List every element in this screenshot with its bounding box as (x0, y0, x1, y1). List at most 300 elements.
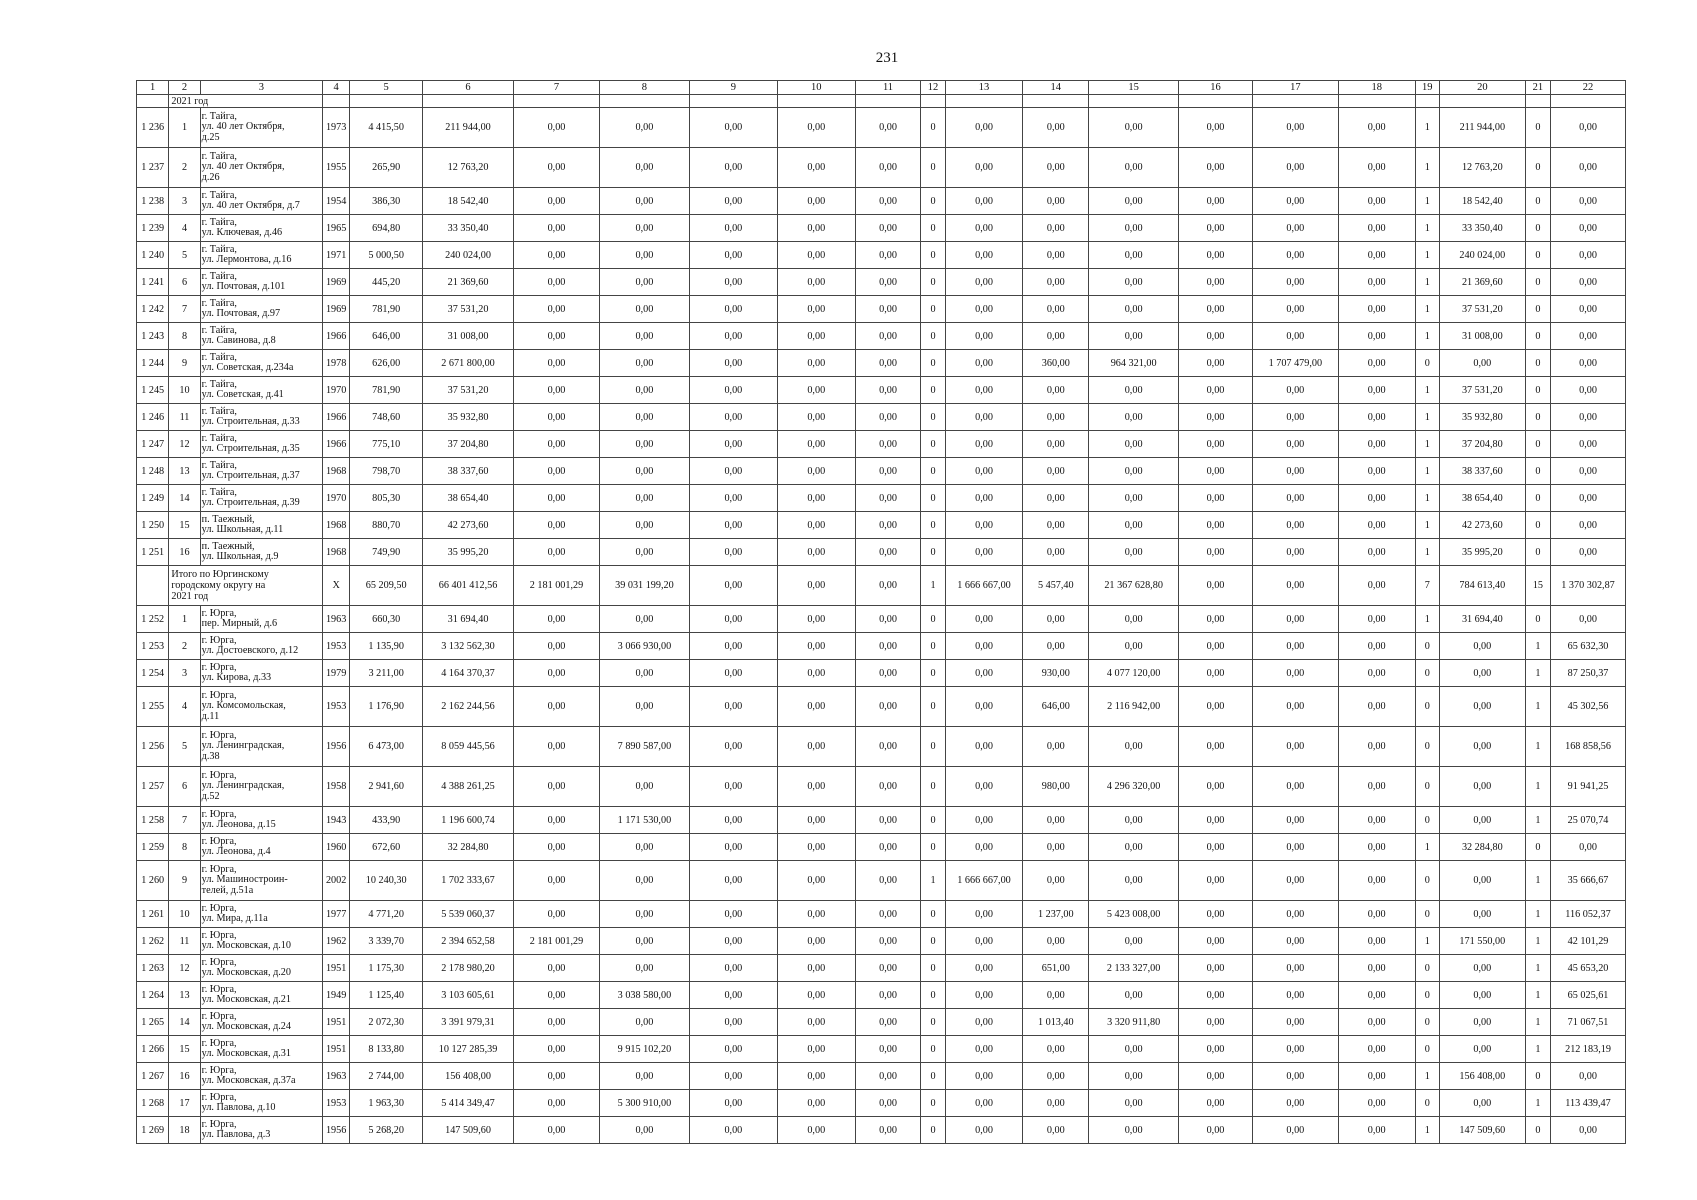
table-cell: 12 763,20 (1439, 148, 1525, 188)
table-cell: 0 (921, 982, 945, 1009)
table-cell: 0,00 (1089, 1063, 1179, 1090)
table-cell: 0,00 (1089, 633, 1179, 660)
table-row (137, 296, 1626, 323)
table-cell: 240 024,00 (423, 242, 514, 269)
table-cell: 1 (1415, 242, 1439, 269)
table-cell: 0,00 (945, 350, 1023, 377)
table-cell: 0,00 (599, 512, 689, 539)
table-cell: 1953 (322, 687, 349, 727)
table-cell: 0,00 (689, 323, 777, 350)
table-cell: 4 415,50 (350, 108, 423, 148)
table-row (137, 955, 1626, 982)
table-cell: 0,00 (1023, 431, 1089, 458)
table-cell: 1 251 (137, 539, 169, 566)
table-cell: 0,00 (777, 188, 855, 215)
table-cell: 3 038 580,00 (599, 982, 689, 1009)
table-cell: 0,00 (1252, 928, 1338, 955)
table-cell: 1 (1415, 404, 1439, 431)
table-cell: 0,00 (1252, 269, 1338, 296)
column-number-header: 13 (945, 81, 1023, 95)
table-cell: 10 (169, 377, 200, 404)
table-cell: 1 260 (137, 861, 169, 901)
table-cell: 1 237,00 (1023, 901, 1089, 928)
table-cell: 0,00 (1439, 1009, 1525, 1036)
table-cell: 0,00 (855, 901, 921, 928)
table-cell: 91 941,25 (1551, 767, 1626, 807)
table-body (137, 81, 1626, 1144)
table-cell: 0,00 (1439, 1036, 1525, 1063)
column-number-header: 10 (777, 81, 855, 95)
table-row (137, 377, 1626, 404)
table-cell: 21 367 628,80 (1089, 566, 1179, 606)
table-cell: 15 (1525, 566, 1550, 606)
address-cell: г. Юрга, ул. Павлова, д.3 (200, 1117, 322, 1144)
table-cell: 5 423 008,00 (1089, 901, 1179, 928)
table-cell: 0,00 (1338, 982, 1415, 1009)
table-cell: 1 (1415, 1117, 1439, 1144)
address-cell: г. Тайга, ул. Лермонтова, д.16 (200, 242, 322, 269)
table-cell: 147 509,60 (423, 1117, 514, 1144)
table-cell: 0,00 (599, 767, 689, 807)
table-cell: 1960 (322, 834, 349, 861)
table-cell: 1 196 600,74 (423, 807, 514, 834)
table-cell: 0,00 (1338, 108, 1415, 148)
table-cell: 0,00 (1089, 485, 1179, 512)
table-cell: 0,00 (777, 1009, 855, 1036)
table-cell: 1 (1525, 633, 1550, 660)
table-cell: 0 (921, 1063, 945, 1090)
table-cell: 0,00 (514, 296, 600, 323)
table-cell: 0 (1525, 215, 1550, 242)
table-cell: 0,00 (777, 606, 855, 633)
table-cell: 0,00 (1551, 1063, 1626, 1090)
table-cell: 0 (921, 188, 945, 215)
table-cell: 0,00 (689, 1036, 777, 1063)
address-cell: г. Тайга, ул. Строительная, д.33 (200, 404, 322, 431)
table-cell: 5 457,40 (1023, 566, 1089, 606)
table-cell: 2 162 244,56 (423, 687, 514, 727)
table-cell: 0,00 (514, 323, 600, 350)
table-cell: 0 (921, 350, 945, 377)
table-cell: 0,00 (514, 955, 600, 982)
table-cell: 0,00 (1252, 633, 1338, 660)
table-cell: 0,00 (855, 1117, 921, 1144)
table-cell: 0 (921, 539, 945, 566)
address-cell: г. Юрга, ул. Московская, д.20 (200, 955, 322, 982)
table-cell: 0,00 (1252, 377, 1338, 404)
address-cell: г. Юрга, ул. Московская, д.10 (200, 928, 322, 955)
table-cell: 35 932,80 (1439, 404, 1525, 431)
table-cell: 360,00 (1023, 350, 1089, 377)
table-cell: 3 132 562,30 (423, 633, 514, 660)
table-cell: 0,00 (1252, 566, 1338, 606)
table-cell: 38 654,40 (423, 485, 514, 512)
table-cell: 65 632,30 (1551, 633, 1626, 660)
table-cell: 626,00 (350, 350, 423, 377)
table-cell: 0,00 (855, 269, 921, 296)
table-cell: 0,00 (1338, 377, 1415, 404)
table-cell: 0,00 (1338, 566, 1415, 606)
table-cell: 0,00 (599, 458, 689, 485)
table-cell: 0,00 (1252, 296, 1338, 323)
table-cell: 0,00 (945, 458, 1023, 485)
table-cell: 0,00 (1023, 485, 1089, 512)
column-number-header: 15 (1089, 81, 1179, 95)
address-cell: г. Тайга, ул. Почтовая, д.101 (200, 269, 322, 296)
table-cell: 0,00 (855, 767, 921, 807)
table-cell: 0,00 (689, 512, 777, 539)
table-cell: 445,20 (350, 269, 423, 296)
table-cell: 33 350,40 (423, 215, 514, 242)
table-cell: 1 (1525, 1036, 1550, 1063)
table-cell: 0,00 (1179, 485, 1253, 512)
table-cell: 0,00 (1338, 687, 1415, 727)
table-cell: 171 550,00 (1439, 928, 1525, 955)
table-row (137, 431, 1626, 458)
address-cell: г. Тайга, ул. Почтовая, д.97 (200, 296, 322, 323)
column-number-header: 1 (137, 81, 169, 95)
table-cell: 0,00 (1338, 727, 1415, 767)
table-cell: 0,00 (1179, 660, 1253, 687)
address-cell: п. Таежный, ул. Школьная, д.11 (200, 512, 322, 539)
table-cell: 0 (921, 1117, 945, 1144)
table-cell: 0,00 (945, 606, 1023, 633)
table-cell: 1963 (322, 606, 349, 633)
table-cell: 16 (169, 539, 200, 566)
table-cell: 0,00 (599, 606, 689, 633)
table-cell: 1 243 (137, 323, 169, 350)
table-cell: 0,00 (1179, 807, 1253, 834)
table-cell: 0,00 (1023, 512, 1089, 539)
table-row (137, 660, 1626, 687)
table-cell: 37 204,80 (423, 431, 514, 458)
table-cell: 1 (1415, 485, 1439, 512)
table-cell: 0 (921, 901, 945, 928)
table-cell: 1 (1525, 660, 1550, 687)
table-cell: 5 414 349,47 (423, 1090, 514, 1117)
table-cell: 748,60 (350, 404, 423, 431)
table-cell: 0 (1525, 512, 1550, 539)
table-cell: 1 013,40 (1023, 1009, 1089, 1036)
table-cell: 0,00 (1252, 431, 1338, 458)
table-cell: 4 388 261,25 (423, 767, 514, 807)
table-cell: 1953 (322, 1090, 349, 1117)
table-cell: 0,00 (514, 512, 600, 539)
address-cell: г. Тайга, ул. 40 лет Октября, д.26 (200, 148, 322, 188)
table-cell: 65 025,61 (1551, 982, 1626, 1009)
table-cell: 0,00 (514, 431, 600, 458)
column-number-header: 12 (921, 81, 945, 95)
table-cell: 2 941,60 (350, 767, 423, 807)
table-cell: 7 (1415, 566, 1439, 606)
table-cell: 0,00 (514, 982, 600, 1009)
table-cell: 0,00 (1338, 1036, 1415, 1063)
table-cell: 0,00 (1179, 377, 1253, 404)
table-row (137, 242, 1626, 269)
table-cell: 0,00 (514, 242, 600, 269)
table-cell: 5 300 910,00 (599, 1090, 689, 1117)
table-cell: 0,00 (689, 188, 777, 215)
table-cell: 1 (1525, 928, 1550, 955)
table-cell: 32 284,80 (1439, 834, 1525, 861)
table-cell: 0,00 (1252, 1036, 1338, 1063)
table-cell: 0,00 (945, 377, 1023, 404)
table-cell: 0,00 (945, 148, 1023, 188)
table-cell: 0,00 (689, 606, 777, 633)
table-cell: 0 (1525, 269, 1550, 296)
table-cell: 1 (1415, 323, 1439, 350)
table-cell: 0,00 (855, 485, 921, 512)
table-cell: 784 613,40 (1439, 566, 1525, 606)
table-cell: 0,00 (777, 350, 855, 377)
table-cell: 0,00 (1551, 188, 1626, 215)
table-cell: 0,00 (1338, 660, 1415, 687)
table-cell: 1 (1525, 687, 1550, 727)
table-cell: 6 473,00 (350, 727, 423, 767)
address-cell: г. Юрга, ул. Московская, д.21 (200, 982, 322, 1009)
table-cell: 0,00 (1252, 1009, 1338, 1036)
table-cell: 0 (921, 377, 945, 404)
table-cell: 0 (921, 727, 945, 767)
table-cell: 0 (1525, 1063, 1550, 1090)
table-cell: 0,00 (1179, 566, 1253, 606)
table-cell: 0,00 (514, 807, 600, 834)
table-cell: 0,00 (777, 928, 855, 955)
table-cell: 0,00 (599, 215, 689, 242)
table-cell: 0,00 (1179, 1009, 1253, 1036)
address-cell: г. Юрга, ул. Ленинградская, д.38 (200, 727, 322, 767)
table-cell: 1963 (322, 1063, 349, 1090)
table-cell: 1 259 (137, 834, 169, 861)
table-cell: 0 (1415, 901, 1439, 928)
table-cell: 0,00 (777, 539, 855, 566)
table-cell: 0,00 (1551, 458, 1626, 485)
table-cell: Х (322, 566, 349, 606)
table-cell: 1 (1525, 767, 1550, 807)
table-cell: 0,00 (599, 1117, 689, 1144)
table-cell: 1965 (322, 215, 349, 242)
table-cell: 0,00 (689, 834, 777, 861)
table-cell: 0,00 (689, 377, 777, 404)
table-cell: 0,00 (1179, 539, 1253, 566)
table-cell: 7 (169, 296, 200, 323)
table-cell: 781,90 (350, 296, 423, 323)
table-cell: 265,90 (350, 148, 423, 188)
table-cell: 930,00 (1023, 660, 1089, 687)
table-cell: 1 (1525, 901, 1550, 928)
table-cell: 0,00 (1439, 955, 1525, 982)
table-cell: 5 000,50 (350, 242, 423, 269)
table-cell: 0,00 (1338, 928, 1415, 955)
table-cell: 1 (1525, 1090, 1550, 1117)
table-cell: 0,00 (1439, 861, 1525, 901)
table-cell: 0,00 (689, 296, 777, 323)
table-cell: 0,00 (1439, 982, 1525, 1009)
table-cell: 0,00 (599, 1009, 689, 1036)
table-cell: 1 707 479,00 (1252, 350, 1338, 377)
table-cell: 1 135,90 (350, 633, 423, 660)
table-cell: 1 244 (137, 350, 169, 377)
table-cell: 0,00 (855, 1090, 921, 1117)
table-cell: 0,00 (855, 323, 921, 350)
housing-table (136, 80, 1626, 1144)
table-cell: 0,00 (1089, 982, 1179, 1009)
table-cell: 0,00 (777, 404, 855, 431)
table-cell: 1970 (322, 377, 349, 404)
table-cell: 0,00 (777, 377, 855, 404)
table-cell: 0,00 (1023, 606, 1089, 633)
table-cell: 4 (169, 687, 200, 727)
table-cell: 0,00 (1179, 633, 1253, 660)
column-number-header: 8 (599, 81, 689, 95)
table-cell: 775,10 (350, 431, 423, 458)
table-cell: 0,00 (1023, 296, 1089, 323)
table-cell: 0 (1525, 458, 1550, 485)
table-cell: 0,00 (1439, 687, 1525, 727)
table-cell: 0,00 (777, 807, 855, 834)
address-cell: г. Юрга, ул. Машиностроин- телей, д.51а (200, 861, 322, 901)
table-cell: 0 (921, 296, 945, 323)
table-cell: 0,00 (1023, 1063, 1089, 1090)
table-cell: 1 (1415, 215, 1439, 242)
table-cell: 0,00 (1023, 1036, 1089, 1063)
table-cell: 0,00 (777, 1036, 855, 1063)
table-row (137, 982, 1626, 1009)
table-cell: 0,00 (514, 834, 600, 861)
table-row (137, 834, 1626, 861)
table-cell: 0,00 (514, 269, 600, 296)
table-cell: 0,00 (1089, 242, 1179, 269)
table-cell: 2 133 327,00 (1089, 955, 1179, 982)
table-cell: 0,00 (1252, 1117, 1338, 1144)
table-cell: 0,00 (945, 431, 1023, 458)
table-cell: 0,00 (1338, 807, 1415, 834)
table-cell: 1 (169, 108, 200, 148)
table-cell: 0,00 (1179, 928, 1253, 955)
table-cell: 980,00 (1023, 767, 1089, 807)
table-cell: 964 321,00 (1089, 350, 1179, 377)
table-cell: 4 296 320,00 (1089, 767, 1179, 807)
table-cell: 0,00 (1252, 807, 1338, 834)
table-cell: 0,00 (1179, 242, 1253, 269)
table-cell: 0,00 (1551, 242, 1626, 269)
table-cell: 0,00 (599, 404, 689, 431)
table-cell: 0,00 (1439, 660, 1525, 687)
table-cell: 0,00 (1338, 1117, 1415, 1144)
table-cell: 0 (921, 807, 945, 834)
table-cell: 0,00 (1023, 108, 1089, 148)
table-cell: 0 (921, 687, 945, 727)
table-cell: 0,00 (1089, 727, 1179, 767)
table-cell: 1966 (322, 431, 349, 458)
table-cell: 0,00 (1338, 148, 1415, 188)
table-cell: 0,00 (1252, 108, 1338, 148)
table-cell: 0,00 (1089, 539, 1179, 566)
table-cell: 0,00 (1179, 1117, 1253, 1144)
address-cell: г. Тайга, ул. 40 лет Октября, д.7 (200, 188, 322, 215)
table-cell: 0,00 (1439, 727, 1525, 767)
table-cell: 1 256 (137, 727, 169, 767)
table-cell: 0,00 (599, 323, 689, 350)
table-cell: 0,00 (514, 660, 600, 687)
table-cell: 0,00 (777, 1090, 855, 1117)
table-cell: 1 245 (137, 377, 169, 404)
table-cell: 0,00 (1179, 350, 1253, 377)
address-cell: г. Тайга, ул. Советская, д.234а (200, 350, 322, 377)
table-cell: 0,00 (777, 485, 855, 512)
table-cell: 1943 (322, 807, 349, 834)
table-cell: 0,00 (1089, 458, 1179, 485)
table-cell: 4 077 120,00 (1089, 660, 1179, 687)
table-cell: 0,00 (1551, 323, 1626, 350)
table-row (137, 188, 1626, 215)
table-cell: 0,00 (514, 539, 600, 566)
table-row (137, 1063, 1626, 1090)
table-cell: 1 (1415, 108, 1439, 148)
table-cell: 0,00 (945, 660, 1023, 687)
table-cell: 0,00 (1338, 188, 1415, 215)
table-cell: 0,00 (689, 148, 777, 188)
table-cell: 0,00 (689, 108, 777, 148)
table-cell: 0,00 (1252, 512, 1338, 539)
table-cell: 42 101,29 (1551, 928, 1626, 955)
page-number: 231 (875, 50, 899, 66)
table-cell (137, 566, 169, 606)
address-cell: г. Юрга, ул. Московская, д.31 (200, 1036, 322, 1063)
table-cell: 0,00 (855, 834, 921, 861)
table-cell: 1966 (322, 323, 349, 350)
table-cell: 0,00 (689, 660, 777, 687)
table-cell: 25 070,74 (1551, 807, 1626, 834)
table-cell: 1 262 (137, 928, 169, 955)
table-cell: 0,00 (945, 1063, 1023, 1090)
table-cell: 0,00 (1338, 606, 1415, 633)
table-cell: 45 302,56 (1551, 687, 1626, 727)
table-cell: 0,00 (1338, 512, 1415, 539)
table-cell: 0,00 (1089, 512, 1179, 539)
table-cell: 0,00 (1179, 108, 1253, 148)
address-cell: г. Юрга, ул. Леонова, д.4 (200, 834, 322, 861)
table-cell: 0,00 (945, 767, 1023, 807)
table-cell: 2 394 652,58 (423, 928, 514, 955)
column-number-header: 11 (855, 81, 921, 95)
table-cell: 0,00 (514, 404, 600, 431)
table-cell: 10 (169, 901, 200, 928)
table-row (137, 606, 1626, 633)
table-cell: 0,00 (777, 861, 855, 901)
table-cell: 0,00 (599, 834, 689, 861)
table-cell: 0,00 (945, 296, 1023, 323)
table-cell: 0,00 (514, 1009, 600, 1036)
table-cell: 1 252 (137, 606, 169, 633)
table-cell: 0,00 (1023, 807, 1089, 834)
table-cell: 12 (169, 955, 200, 982)
column-number-header: 19 (1415, 81, 1439, 95)
column-number-header: 17 (1252, 81, 1338, 95)
table-cell: 1 (1415, 1063, 1439, 1090)
table-row (137, 1009, 1626, 1036)
table-cell: 0,00 (1023, 458, 1089, 485)
table-cell: 0,00 (777, 982, 855, 1009)
table-cell: 0,00 (1551, 377, 1626, 404)
table-cell: 0,00 (1338, 633, 1415, 660)
table-cell: 0,00 (1439, 1090, 1525, 1117)
table-cell: 31 694,40 (1439, 606, 1525, 633)
table-cell: 1956 (322, 1117, 349, 1144)
table-cell: 3 339,70 (350, 928, 423, 955)
table-cell: 805,30 (350, 485, 423, 512)
address-cell: г. Тайга, ул. Советская, д.41 (200, 377, 322, 404)
